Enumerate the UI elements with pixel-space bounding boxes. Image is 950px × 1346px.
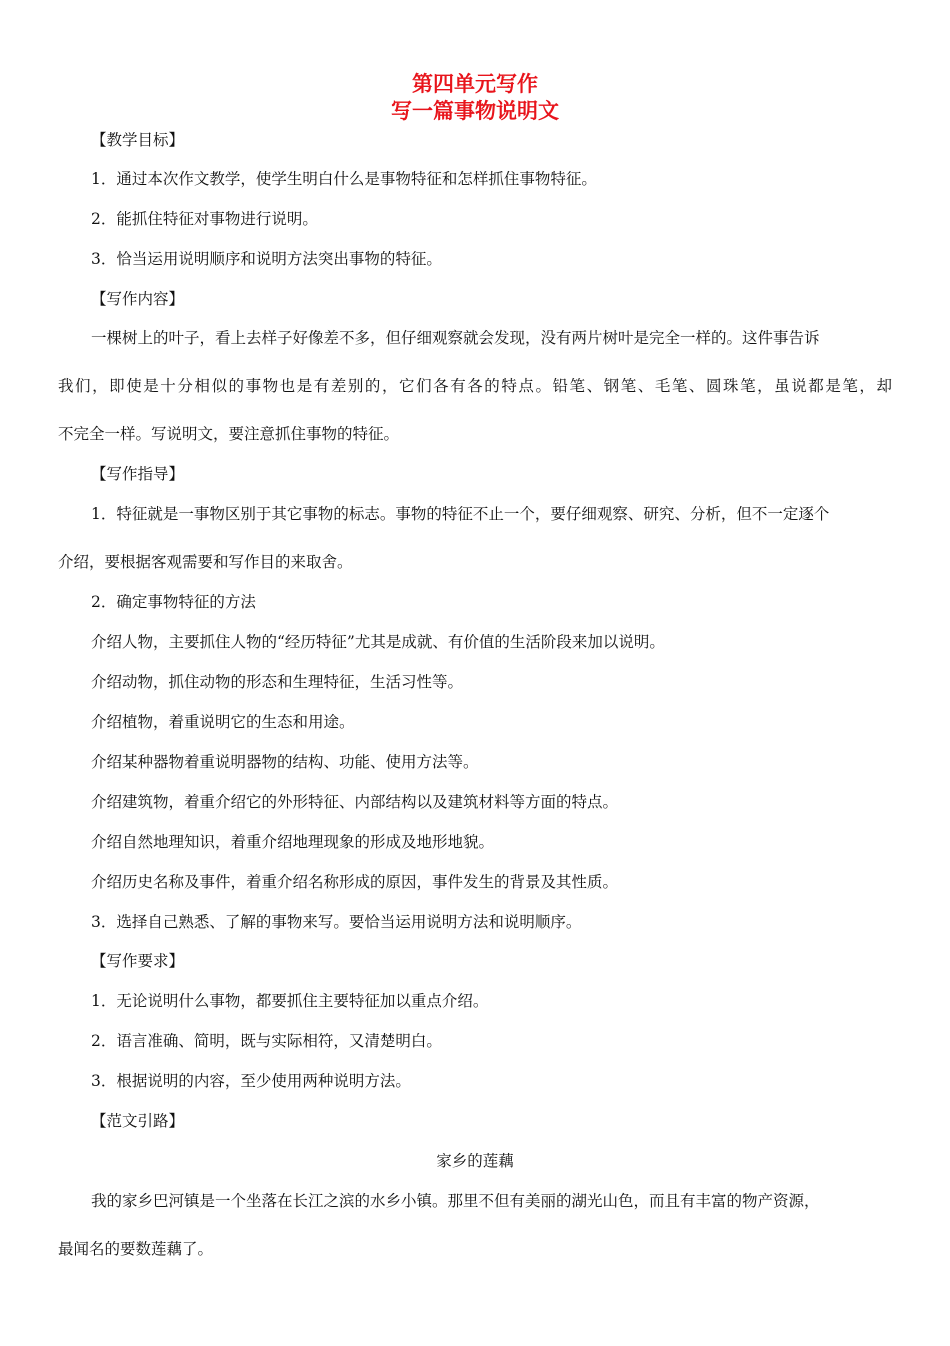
guidance-method: 介绍植物，着重说明它的生态和用途。 [91, 713, 355, 731]
example-paragraph-line: 最闻名的要数莲藕了。 [58, 1240, 214, 1258]
section-heading-example: 【范文引路】 [91, 1112, 185, 1130]
objective-item: 2．能抓住特征对事物进行说明。 [91, 210, 318, 228]
section-heading-content: 【写作内容】 [91, 290, 185, 308]
guidance-method: 介绍人物，主要抓住人物的“经历特征”尤其是成就、有价值的生活阶段来加以说明。 [91, 633, 665, 651]
guidance-paragraph-line: 介绍，要根据客观需要和写作目的来取舍。 [58, 553, 353, 571]
objective-item: 1．通过本次作文教学，使学生明白什么是事物特征和怎样抓住事物特征。 [91, 170, 597, 188]
guidance-method: 介绍自然地理知识，着重介绍地理现象的形成及地形地貌。 [91, 833, 495, 851]
content-paragraph-line: 我们，即使是十分相似的事物也是有差别的，它们各有各的特点。铅笔、钢笔、毛笔、圆珠笔，虽说都是笔，却 [58, 377, 892, 395]
content-paragraph-line: 不完全一样。写说明文，要注意抓住事物的特征。 [58, 425, 400, 443]
example-title: 家乡的莲藕 [436, 1152, 514, 1170]
requirement-item: 1．无论说明什么事物，都要抓住主要特征加以重点介绍。 [91, 992, 489, 1010]
example-paragraph-line: 我的家乡巴河镇是一个坐落在长江之滨的水乡小镇。那里不但有美丽的湖光山色，而且有丰富的物产资源， [91, 1192, 820, 1210]
requirement-item: 2．语言准确、简明，既与实际相符，又清楚明白。 [91, 1032, 442, 1050]
guidance-method: 介绍历史名称及事件，着重介绍名称形成的原因，事件发生的背景及其性质。 [91, 873, 619, 891]
content-paragraph-line: 一棵树上的叶子，看上去样子好像差不多，但仔细观察就会发现，没有两片树叶是完全一样的。这件事告诉 [91, 329, 820, 347]
objective-item: 3．恰当运用说明顺序和说明方法突出事物的特征。 [91, 250, 442, 268]
document-subtitle: 写一篇事物说明文 [391, 99, 559, 123]
guidance-point: 2．确定事物特征的方法 [91, 593, 256, 611]
guidance-paragraph-line: 1．特征就是一事物区别于其它事物的标志。事物的特征不止一个，要仔细观察、研究、分析，但不一定逐个 [91, 505, 830, 523]
section-heading-guidance: 【写作指导】 [91, 465, 185, 483]
document-title: 第四单元写作 [412, 72, 538, 96]
requirement-item: 3．根据说明的内容，至少使用两种说明方法。 [91, 1072, 411, 1090]
guidance-method: 介绍建筑物，着重介绍它的外形特征、内部结构以及建筑材料等方面的特点。 [91, 793, 619, 811]
guidance-method: 介绍动物，抓住动物的形态和生理特征，生活习性等。 [91, 673, 464, 691]
guidance-method: 介绍某种器物着重说明器物的结构、功能、使用方法等。 [91, 753, 479, 771]
section-heading-requirements: 【写作要求】 [91, 952, 185, 970]
guidance-point: 3．选择自己熟悉、了解的事物来写。要恰当运用说明方法和说明顺序。 [91, 913, 582, 931]
section-heading-objectives: 【教学目标】 [91, 131, 185, 149]
